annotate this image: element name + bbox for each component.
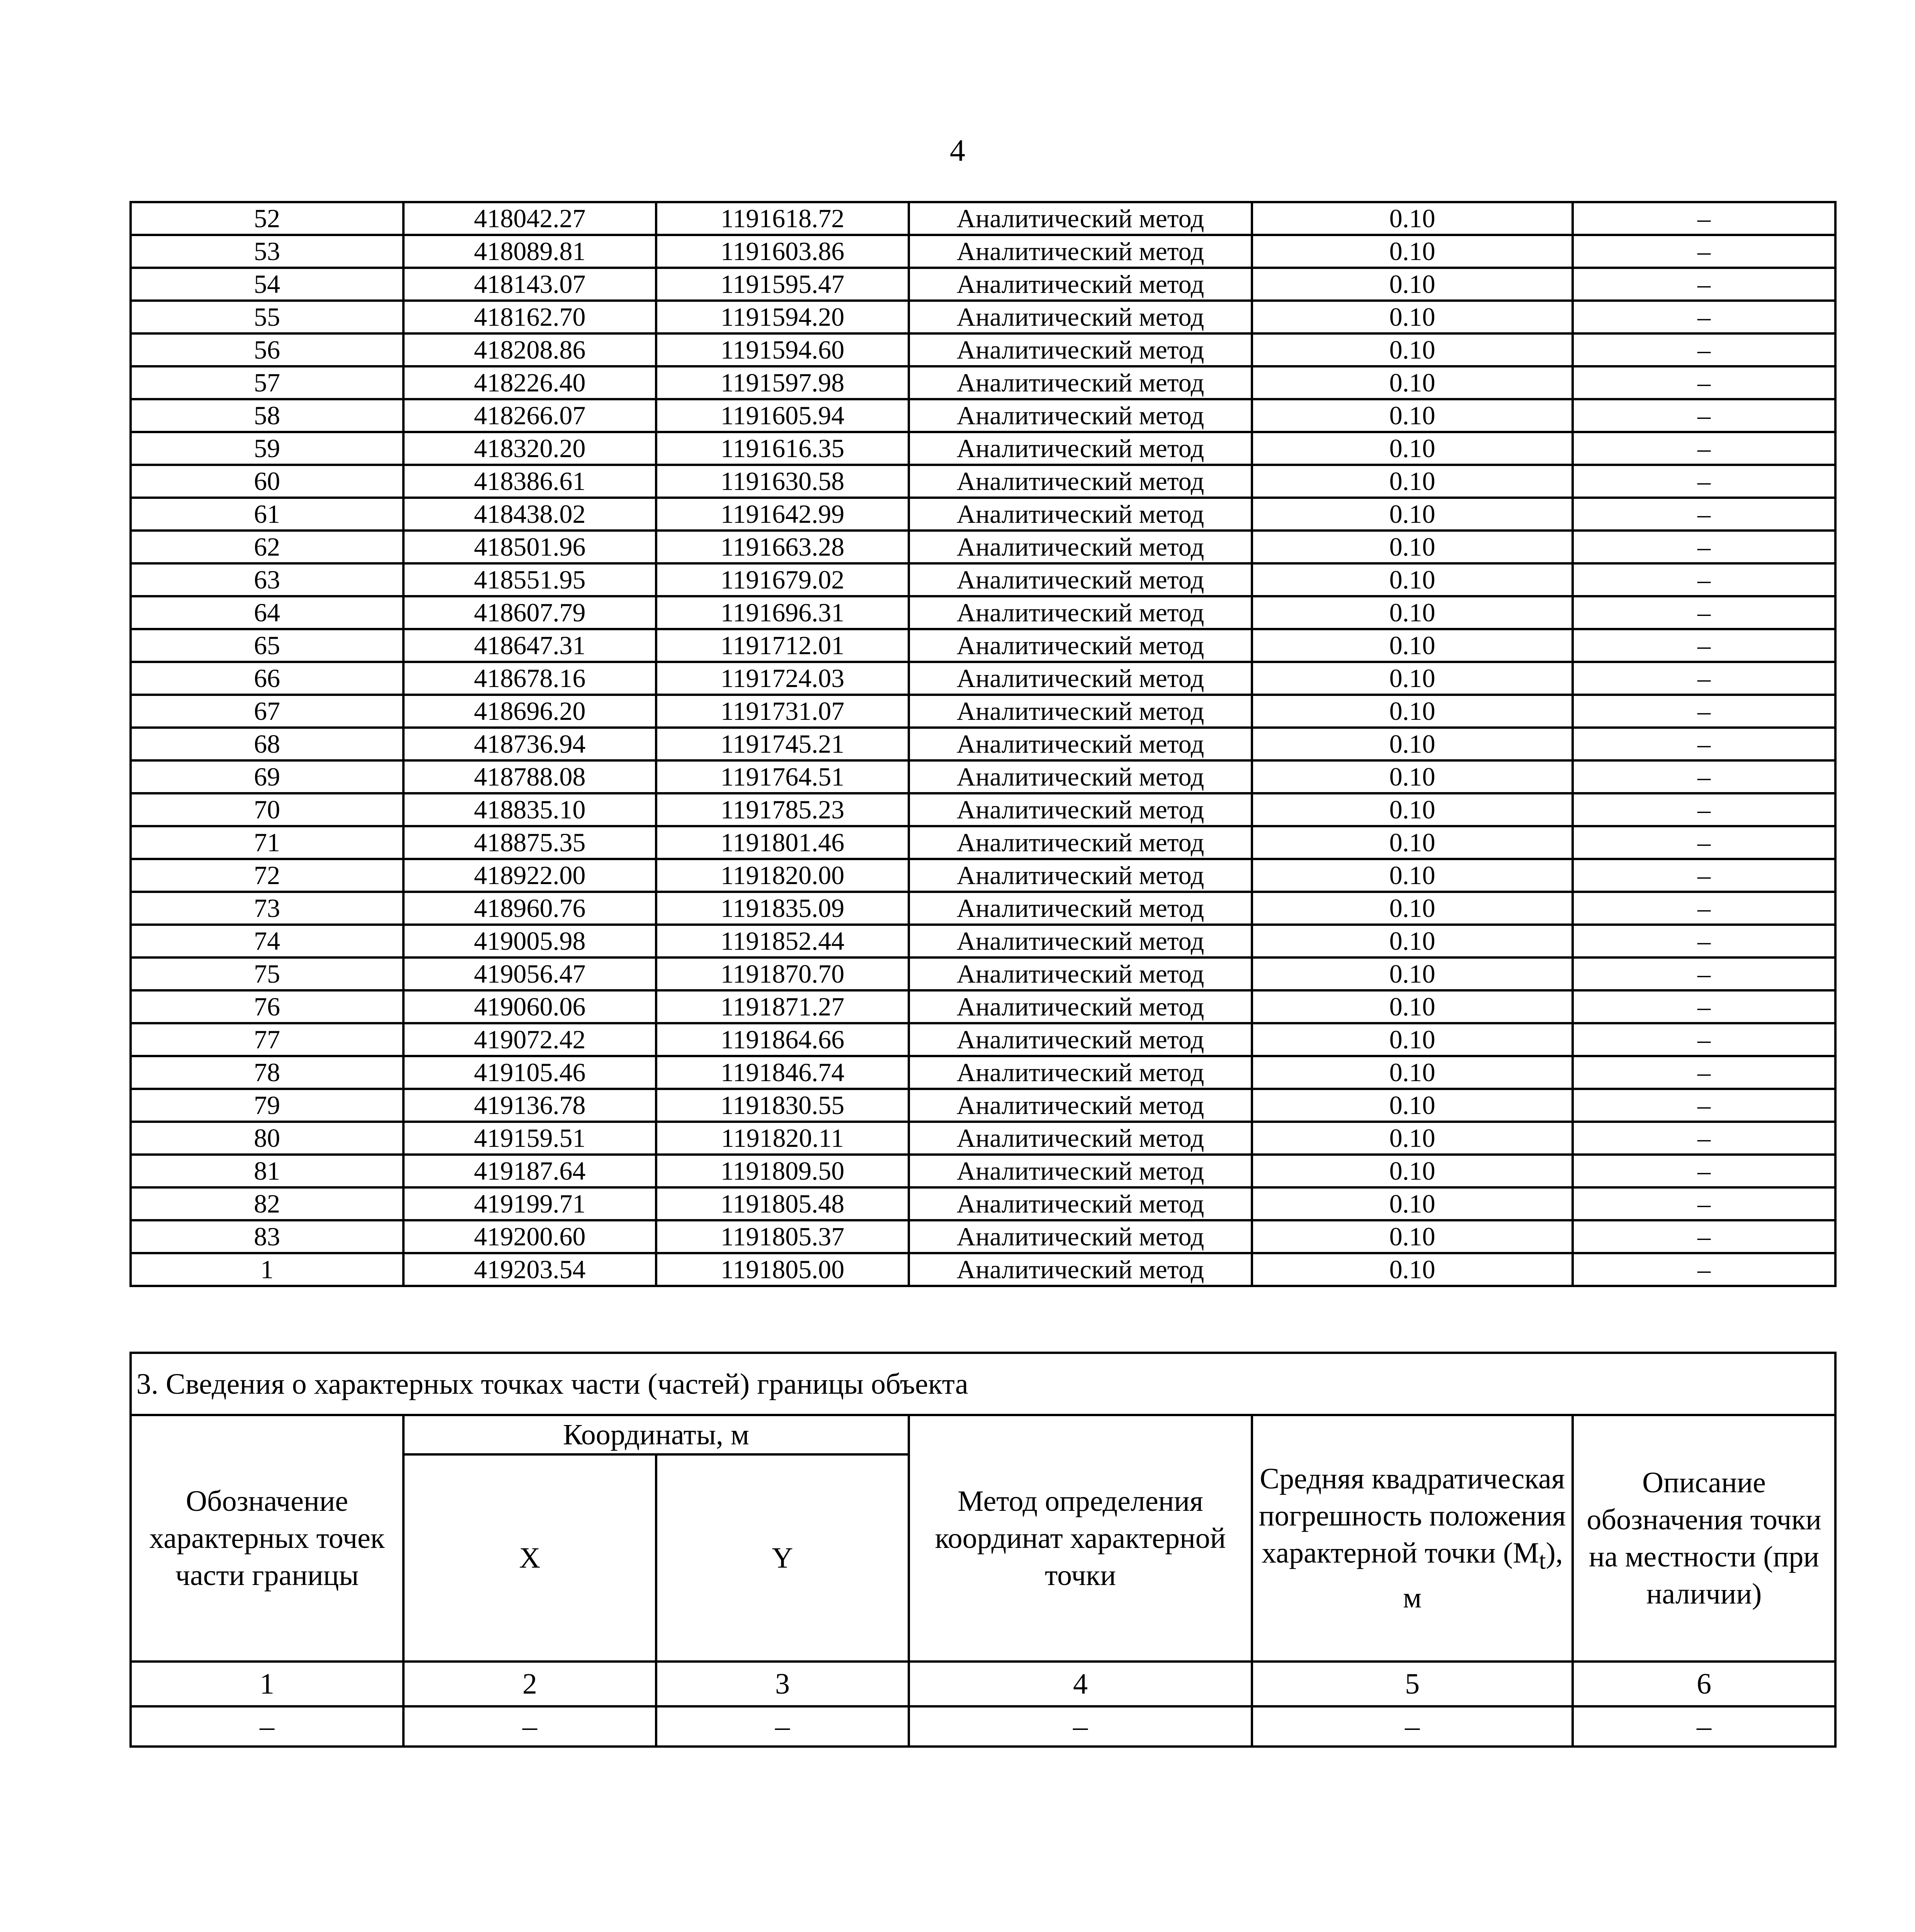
cell-description: – bbox=[1573, 695, 1835, 728]
cell-point: 67 bbox=[131, 695, 403, 728]
cell-error: 0.10 bbox=[1252, 728, 1573, 760]
cell-error: 0.10 bbox=[1252, 990, 1573, 1023]
cell-x: 418501.96 bbox=[403, 531, 656, 563]
cell-method: Аналитический метод bbox=[909, 563, 1252, 596]
header-x: X bbox=[403, 1454, 656, 1662]
cell-description: – bbox=[1573, 1155, 1835, 1187]
cell-y: 1191597.98 bbox=[656, 366, 909, 399]
header-y: Y bbox=[656, 1454, 909, 1662]
section-title: 3. Сведения о характерных точках части (частей) границы объекта bbox=[131, 1353, 1835, 1415]
cell-method: Аналитический метод bbox=[909, 629, 1252, 662]
cell-error: 0.10 bbox=[1252, 1187, 1573, 1220]
cell-error: 0.10 bbox=[1252, 859, 1573, 892]
cell-point: 78 bbox=[131, 1056, 403, 1089]
cell-x: 418226.40 bbox=[403, 366, 656, 399]
cell-point: 83 bbox=[131, 1220, 403, 1253]
cell-description: – bbox=[1573, 1023, 1835, 1056]
table-row bbox=[131, 892, 1835, 925]
cell-description: – bbox=[1573, 202, 1835, 235]
table-cell: – bbox=[131, 1706, 403, 1747]
column-number: 1 bbox=[131, 1662, 403, 1706]
cell-description: – bbox=[1573, 859, 1835, 892]
table-row bbox=[131, 793, 1835, 826]
cell-x: 419200.60 bbox=[403, 1220, 656, 1253]
coordinates-table bbox=[129, 201, 1837, 1287]
cell-x: 418647.31 bbox=[403, 629, 656, 662]
table-row bbox=[131, 202, 1835, 235]
header-method: Метод определения координат характерной точки bbox=[909, 1415, 1252, 1662]
cell-x: 418551.95 bbox=[403, 563, 656, 596]
cell-point: 76 bbox=[131, 990, 403, 1023]
cell-error: 0.10 bbox=[1252, 662, 1573, 695]
cell-x: 418143.07 bbox=[403, 268, 656, 301]
cell-y: 1191679.02 bbox=[656, 563, 909, 596]
table-row bbox=[131, 333, 1835, 366]
cell-error: 0.10 bbox=[1252, 1253, 1573, 1286]
table-cell: – bbox=[909, 1706, 1252, 1747]
cell-y: 1191805.00 bbox=[656, 1253, 909, 1286]
cell-point: 77 bbox=[131, 1023, 403, 1056]
cell-method: Аналитический метод bbox=[909, 1023, 1252, 1056]
table-row bbox=[131, 498, 1835, 531]
table-row bbox=[131, 563, 1835, 596]
cell-point: 59 bbox=[131, 432, 403, 465]
cell-error: 0.10 bbox=[1252, 202, 1573, 235]
cell-method: Аналитический метод bbox=[909, 957, 1252, 990]
cell-description: – bbox=[1573, 760, 1835, 793]
cell-point: 72 bbox=[131, 859, 403, 892]
cell-point: 70 bbox=[131, 793, 403, 826]
cell-description: – bbox=[1573, 1122, 1835, 1155]
cell-point: 71 bbox=[131, 826, 403, 859]
cell-y: 1191785.23 bbox=[656, 793, 909, 826]
table-row bbox=[131, 760, 1835, 793]
table-row bbox=[131, 629, 1835, 662]
column-number: 4 bbox=[909, 1662, 1252, 1706]
cell-method: Аналитический метод bbox=[909, 235, 1252, 268]
cell-description: – bbox=[1573, 1187, 1835, 1220]
cell-y: 1191618.72 bbox=[656, 202, 909, 235]
cell-description: – bbox=[1573, 596, 1835, 629]
cell-error: 0.10 bbox=[1252, 793, 1573, 826]
cell-y: 1191616.35 bbox=[656, 432, 909, 465]
header-coordinates: Координаты, м bbox=[403, 1415, 909, 1454]
cell-y: 1191663.28 bbox=[656, 531, 909, 563]
table-row bbox=[131, 432, 1835, 465]
cell-description: – bbox=[1573, 1089, 1835, 1122]
table-row bbox=[131, 465, 1835, 498]
cell-error: 0.10 bbox=[1252, 235, 1573, 268]
cell-y: 1191801.46 bbox=[656, 826, 909, 859]
cell-x: 418788.08 bbox=[403, 760, 656, 793]
cell-method: Аналитический метод bbox=[909, 695, 1252, 728]
cell-method: Аналитический метод bbox=[909, 268, 1252, 301]
cell-x: 418320.20 bbox=[403, 432, 656, 465]
cell-error: 0.10 bbox=[1252, 333, 1573, 366]
cell-point: 52 bbox=[131, 202, 403, 235]
cell-error: 0.10 bbox=[1252, 892, 1573, 925]
cell-y: 1191864.66 bbox=[656, 1023, 909, 1056]
cell-y: 1191642.99 bbox=[656, 498, 909, 531]
cell-error: 0.10 bbox=[1252, 432, 1573, 465]
table-row bbox=[131, 596, 1835, 629]
table-row bbox=[131, 1706, 1835, 1747]
table-row bbox=[131, 957, 1835, 990]
cell-error: 0.10 bbox=[1252, 301, 1573, 333]
cell-y: 1191835.09 bbox=[656, 892, 909, 925]
cell-point: 57 bbox=[131, 366, 403, 399]
cell-point: 69 bbox=[131, 760, 403, 793]
cell-x: 419105.46 bbox=[403, 1056, 656, 1089]
cell-error: 0.10 bbox=[1252, 399, 1573, 432]
table-row bbox=[131, 826, 1835, 859]
column-number: 2 bbox=[403, 1662, 656, 1706]
cell-x: 418835.10 bbox=[403, 793, 656, 826]
table-row bbox=[131, 1023, 1835, 1056]
cell-y: 1191712.01 bbox=[656, 629, 909, 662]
cell-method: Аналитический метод bbox=[909, 202, 1252, 235]
cell-x: 419060.06 bbox=[403, 990, 656, 1023]
cell-point: 60 bbox=[131, 465, 403, 498]
cell-x: 419072.42 bbox=[403, 1023, 656, 1056]
table-cell: – bbox=[1252, 1706, 1573, 1747]
table-row bbox=[131, 399, 1835, 432]
cell-x: 418266.07 bbox=[403, 399, 656, 432]
cell-description: – bbox=[1573, 793, 1835, 826]
cell-x: 419056.47 bbox=[403, 957, 656, 990]
cell-point: 53 bbox=[131, 235, 403, 268]
header-error-sub: t bbox=[1539, 1547, 1546, 1575]
cell-description: – bbox=[1573, 531, 1835, 563]
cell-x: 418162.70 bbox=[403, 301, 656, 333]
table-row bbox=[131, 235, 1835, 268]
cell-description: – bbox=[1573, 563, 1835, 596]
cell-description: – bbox=[1573, 629, 1835, 662]
cell-method: Аналитический метод bbox=[909, 760, 1252, 793]
cell-point: 65 bbox=[131, 629, 403, 662]
cell-point: 1 bbox=[131, 1253, 403, 1286]
table-cell: – bbox=[1573, 1706, 1835, 1747]
column-numbers-row bbox=[131, 1662, 1835, 1706]
cell-method: Аналитический метод bbox=[909, 990, 1252, 1023]
cell-x: 418960.76 bbox=[403, 892, 656, 925]
cell-description: – bbox=[1573, 1253, 1835, 1286]
cell-description: – bbox=[1573, 268, 1835, 301]
cell-point: 63 bbox=[131, 563, 403, 596]
cell-method: Аналитический метод bbox=[909, 662, 1252, 695]
cell-error: 0.10 bbox=[1252, 826, 1573, 859]
table-row bbox=[131, 1187, 1835, 1220]
table-row bbox=[131, 1220, 1835, 1253]
cell-x: 418386.61 bbox=[403, 465, 656, 498]
cell-method: Аналитический метод bbox=[909, 1187, 1252, 1220]
cell-method: Аналитический метод bbox=[909, 366, 1252, 399]
table-row bbox=[131, 366, 1835, 399]
cell-description: – bbox=[1573, 465, 1835, 498]
cell-method: Аналитический метод bbox=[909, 892, 1252, 925]
cell-x: 418042.27 bbox=[403, 202, 656, 235]
cell-x: 419187.64 bbox=[403, 1155, 656, 1187]
cell-description: – bbox=[1573, 1220, 1835, 1253]
cell-y: 1191846.74 bbox=[656, 1056, 909, 1089]
cell-description: – bbox=[1573, 366, 1835, 399]
cell-description: – bbox=[1573, 826, 1835, 859]
cell-error: 0.10 bbox=[1252, 1220, 1573, 1253]
cell-description: – bbox=[1573, 235, 1835, 268]
table-row bbox=[131, 990, 1835, 1023]
table-cell: – bbox=[656, 1706, 909, 1747]
cell-error: 0.10 bbox=[1252, 596, 1573, 629]
cell-method: Аналитический метод bbox=[909, 399, 1252, 432]
cell-error: 0.10 bbox=[1252, 1089, 1573, 1122]
header-point: Обозначение характерных точек части границы bbox=[131, 1415, 403, 1662]
table-row bbox=[131, 1056, 1835, 1089]
table-row bbox=[131, 859, 1835, 892]
cell-y: 1191852.44 bbox=[656, 925, 909, 957]
cell-method: Аналитический метод bbox=[909, 1056, 1252, 1089]
cell-error: 0.10 bbox=[1252, 957, 1573, 990]
cell-y: 1191871.27 bbox=[656, 990, 909, 1023]
cell-method: Аналитический метод bbox=[909, 1089, 1252, 1122]
cell-method: Аналитический метод bbox=[909, 432, 1252, 465]
cell-x: 418736.94 bbox=[403, 728, 656, 760]
cell-point: 56 bbox=[131, 333, 403, 366]
cell-x: 419005.98 bbox=[403, 925, 656, 957]
cell-error: 0.10 bbox=[1252, 531, 1573, 563]
cell-x: 419159.51 bbox=[403, 1122, 656, 1155]
cell-x: 419136.78 bbox=[403, 1089, 656, 1122]
cell-method: Аналитический метод bbox=[909, 925, 1252, 957]
cell-error: 0.10 bbox=[1252, 1056, 1573, 1089]
cell-y: 1191594.60 bbox=[656, 333, 909, 366]
cell-method: Аналитический метод bbox=[909, 1220, 1252, 1253]
cell-description: – bbox=[1573, 333, 1835, 366]
cell-y: 1191696.31 bbox=[656, 596, 909, 629]
cell-x: 419199.71 bbox=[403, 1187, 656, 1220]
table-row bbox=[131, 728, 1835, 760]
cell-error: 0.10 bbox=[1252, 629, 1573, 662]
cell-point: 75 bbox=[131, 957, 403, 990]
cell-description: – bbox=[1573, 728, 1835, 760]
cell-description: – bbox=[1573, 301, 1835, 333]
cell-x: 418607.79 bbox=[403, 596, 656, 629]
column-number: 5 bbox=[1252, 1662, 1573, 1706]
cell-y: 1191820.00 bbox=[656, 859, 909, 892]
header-error-unit: ), м bbox=[1403, 1536, 1563, 1614]
cell-point: 64 bbox=[131, 596, 403, 629]
cell-y: 1191724.03 bbox=[656, 662, 909, 695]
table-row bbox=[131, 1122, 1835, 1155]
table-row bbox=[131, 268, 1835, 301]
header-error bbox=[1252, 1415, 1573, 1662]
cell-error: 0.10 bbox=[1252, 498, 1573, 531]
cell-x: 418678.16 bbox=[403, 662, 656, 695]
cell-method: Аналитический метод bbox=[909, 793, 1252, 826]
table-row bbox=[131, 1089, 1835, 1122]
cell-y: 1191594.20 bbox=[656, 301, 909, 333]
cell-x: 419203.54 bbox=[403, 1253, 656, 1286]
cell-y: 1191745.21 bbox=[656, 728, 909, 760]
cell-point: 80 bbox=[131, 1122, 403, 1155]
cell-error: 0.10 bbox=[1252, 760, 1573, 793]
cell-description: – bbox=[1573, 432, 1835, 465]
cell-method: Аналитический метод bbox=[909, 1253, 1252, 1286]
page-number: 4 bbox=[950, 134, 965, 168]
table-row bbox=[131, 1155, 1835, 1187]
cell-error: 0.10 bbox=[1252, 563, 1573, 596]
cell-error: 0.10 bbox=[1252, 1122, 1573, 1155]
cell-x: 418089.81 bbox=[403, 235, 656, 268]
cell-error: 0.10 bbox=[1252, 366, 1573, 399]
cell-method: Аналитический метод bbox=[909, 596, 1252, 629]
cell-description: – bbox=[1573, 498, 1835, 531]
table-cell: – bbox=[403, 1706, 656, 1747]
cell-method: Аналитический метод bbox=[909, 531, 1252, 563]
cell-y: 1191830.55 bbox=[656, 1089, 909, 1122]
cell-error: 0.10 bbox=[1252, 695, 1573, 728]
cell-x: 418875.35 bbox=[403, 826, 656, 859]
cell-error: 0.10 bbox=[1252, 1155, 1573, 1187]
column-number: 6 bbox=[1573, 1662, 1835, 1706]
cell-point: 54 bbox=[131, 268, 403, 301]
boundary-parts-table bbox=[129, 1352, 1837, 1748]
cell-x: 418922.00 bbox=[403, 859, 656, 892]
cell-description: – bbox=[1573, 892, 1835, 925]
cell-error: 0.10 bbox=[1252, 1023, 1573, 1056]
column-number: 3 bbox=[656, 1662, 909, 1706]
cell-description: – bbox=[1573, 990, 1835, 1023]
header-error-text: Средняя квадратическая погрешность положения характерной точки (M bbox=[1259, 1462, 1566, 1569]
cell-x: 418696.20 bbox=[403, 695, 656, 728]
cell-method: Аналитический метод bbox=[909, 1155, 1252, 1187]
table-row bbox=[131, 695, 1835, 728]
cell-y: 1191595.47 bbox=[656, 268, 909, 301]
cell-error: 0.10 bbox=[1252, 465, 1573, 498]
cell-description: – bbox=[1573, 1056, 1835, 1089]
cell-y: 1191630.58 bbox=[656, 465, 909, 498]
cell-point: 81 bbox=[131, 1155, 403, 1187]
cell-y: 1191809.50 bbox=[656, 1155, 909, 1187]
cell-y: 1191603.86 bbox=[656, 235, 909, 268]
cell-point: 62 bbox=[131, 531, 403, 563]
cell-x: 418438.02 bbox=[403, 498, 656, 531]
cell-description: – bbox=[1573, 399, 1835, 432]
cell-method: Аналитический метод bbox=[909, 465, 1252, 498]
cell-method: Аналитический метод bbox=[909, 826, 1252, 859]
table-row bbox=[131, 531, 1835, 563]
cell-point: 79 bbox=[131, 1089, 403, 1122]
cell-point: 68 bbox=[131, 728, 403, 760]
cell-point: 55 bbox=[131, 301, 403, 333]
cell-y: 1191870.70 bbox=[656, 957, 909, 990]
cell-point: 61 bbox=[131, 498, 403, 531]
cell-method: Аналитический метод bbox=[909, 301, 1252, 333]
table-row bbox=[131, 925, 1835, 957]
cell-y: 1191805.37 bbox=[656, 1220, 909, 1253]
table-row bbox=[131, 301, 1835, 333]
cell-point: 74 bbox=[131, 925, 403, 957]
cell-method: Аналитический метод bbox=[909, 1122, 1252, 1155]
cell-point: 58 bbox=[131, 399, 403, 432]
cell-y: 1191820.11 bbox=[656, 1122, 909, 1155]
cell-point: 73 bbox=[131, 892, 403, 925]
cell-method: Аналитический метод bbox=[909, 333, 1252, 366]
cell-y: 1191764.51 bbox=[656, 760, 909, 793]
cell-point: 82 bbox=[131, 1187, 403, 1220]
cell-y: 1191731.07 bbox=[656, 695, 909, 728]
cell-description: – bbox=[1573, 957, 1835, 990]
header-description: Описание обозначения точки на местности (при наличии) bbox=[1573, 1415, 1835, 1662]
table-row bbox=[131, 662, 1835, 695]
cell-description: – bbox=[1573, 925, 1835, 957]
cell-error: 0.10 bbox=[1252, 268, 1573, 301]
cell-error: 0.10 bbox=[1252, 925, 1573, 957]
cell-x: 418208.86 bbox=[403, 333, 656, 366]
cell-method: Аналитический метод bbox=[909, 498, 1252, 531]
cell-y: 1191605.94 bbox=[656, 399, 909, 432]
cell-y: 1191805.48 bbox=[656, 1187, 909, 1220]
cell-method: Аналитический метод bbox=[909, 728, 1252, 760]
cell-description: – bbox=[1573, 662, 1835, 695]
cell-point: 66 bbox=[131, 662, 403, 695]
table-row bbox=[131, 1253, 1835, 1286]
cell-method: Аналитический метод bbox=[909, 859, 1252, 892]
